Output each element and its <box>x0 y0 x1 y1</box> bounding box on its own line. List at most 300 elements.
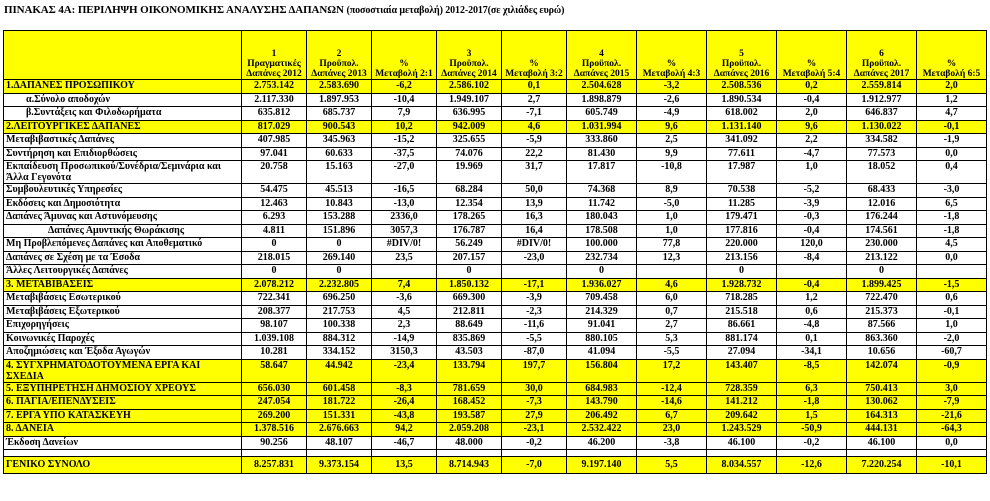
table-cell: 2,2 <box>777 134 847 148</box>
table-row <box>4 224 987 238</box>
table-cell: 5,3 <box>637 332 707 346</box>
table-cell: 0 <box>707 265 777 279</box>
table-cell: -7,1 <box>502 107 567 121</box>
table-cell: 193.587 <box>437 409 502 423</box>
spacer-cell <box>567 450 637 457</box>
table-cell: 100.338 <box>307 319 372 333</box>
header-cell: % Μεταβολή 6:5 <box>917 31 987 80</box>
table-row <box>4 305 987 319</box>
spacer-cell <box>242 450 307 457</box>
table-cell: 817.029 <box>242 120 307 134</box>
table-cell: 12.016 <box>847 197 917 211</box>
table-cell: 0,4 <box>917 161 987 184</box>
table-cell: 208.377 <box>242 305 307 319</box>
table-cell: 220.000 <box>707 238 777 252</box>
table-cell: 1,0 <box>637 211 707 225</box>
table-cell: 48.000 <box>437 436 502 450</box>
table-row <box>4 251 987 265</box>
spacer-cell <box>307 450 372 457</box>
table-row <box>4 346 987 360</box>
table-cell: 6,3 <box>777 382 847 396</box>
table-cell: 1,0 <box>637 224 707 238</box>
table-cell: 605.749 <box>567 107 637 121</box>
table-cell: 781.659 <box>437 382 502 396</box>
spacer-cell <box>637 450 707 457</box>
table-cell: 94,2 <box>372 423 437 437</box>
table-cell: 46.100 <box>707 436 777 450</box>
table-cell: 22,2 <box>502 147 567 161</box>
row-label: Μεταβιβάσεις Εξωτερικού <box>4 305 242 319</box>
table-cell: 325.655 <box>437 134 502 148</box>
table-cell: -10,4 <box>372 93 437 107</box>
header-cell: % Μεταβολή 3:2 <box>502 31 567 80</box>
table-cell: 2,5 <box>637 134 707 148</box>
table-cell: 1.890.534 <box>707 93 777 107</box>
table-cell: 635.812 <box>242 107 307 121</box>
table-cell: 2336,0 <box>372 211 437 225</box>
table-cell: 9,6 <box>777 120 847 134</box>
table-row <box>4 319 987 333</box>
table-cell: 168.452 <box>437 396 502 410</box>
header-cell: 4 Προϋπολ. Δαπάνες 2015 <box>567 31 637 80</box>
table-cell: -87,0 <box>502 346 567 360</box>
header-cell: 5 Προϋπολ. Δαπάνες 2016 <box>707 31 777 80</box>
table-cell: 58.647 <box>242 359 307 382</box>
header-cell: 1 Πραγματικές Δαπάνες 2012 <box>242 31 307 80</box>
table-cell: -8,4 <box>777 251 847 265</box>
table-cell: #DIV/0! <box>502 238 567 252</box>
spacer-row <box>4 450 987 457</box>
table-cell: -2,0 <box>917 332 987 346</box>
table-cell: 11.742 <box>567 197 637 211</box>
table-cell: 10.656 <box>847 346 917 360</box>
table-cell: 153.288 <box>307 211 372 225</box>
row-label: Μεταβιβαστικές Δαπάνες <box>4 134 242 148</box>
table-cell: -12,6 <box>777 457 847 474</box>
table-cell: -37,5 <box>372 147 437 161</box>
table-cell: 2.583.690 <box>307 80 372 94</box>
row-label: Επιχορηγήσεις <box>4 319 242 333</box>
table-row <box>4 120 987 134</box>
table-cell: 91.041 <box>567 319 637 333</box>
row-label: ΓΕΝΙΚΟ ΣΥΝΟΛΟ <box>4 457 242 474</box>
header-cell: 2 Προϋπολ. Δαπάνες 2013 <box>307 31 372 80</box>
table-cell: -4,8 <box>777 319 847 333</box>
table-cell: 48.107 <box>307 436 372 450</box>
table-cell: 345.963 <box>307 134 372 148</box>
table-cell: 156.804 <box>567 359 637 382</box>
table-row <box>4 161 987 184</box>
table-cell: 141.212 <box>707 396 777 410</box>
table-cell: 23,5 <box>372 251 437 265</box>
table-cell: -1,5 <box>917 278 987 292</box>
table-cell: 44.942 <box>307 359 372 382</box>
table-row <box>4 278 987 292</box>
table-cell: 1,5 <box>777 409 847 423</box>
table-cell: -23,1 <box>502 423 567 437</box>
table-row <box>4 238 987 252</box>
table-cell: 2.059.208 <box>437 423 502 437</box>
table-cell: -10,8 <box>637 161 707 184</box>
table-row <box>4 396 987 410</box>
header-cell-label <box>4 31 242 80</box>
table-cell: 74.076 <box>437 147 502 161</box>
table-cell: -4,7 <box>777 147 847 161</box>
row-label: 7. ΕΡΓΑ ΥΠΟ ΚΑΤΑΣΚΕΥΗ <box>4 409 242 423</box>
table-cell: 8.257.831 <box>242 457 307 474</box>
table-cell: 151.896 <box>307 224 372 238</box>
table-cell: 0,0 <box>917 147 987 161</box>
table-cell: 728.359 <box>707 382 777 396</box>
table-cell: 269.140 <box>307 251 372 265</box>
spacer-cell <box>847 450 917 457</box>
table-cell: 43.503 <box>437 346 502 360</box>
table-cell: 1.850.132 <box>437 278 502 292</box>
table-cell: 164.313 <box>847 409 917 423</box>
row-label: 5. ΕΞΥΠΗΡΕΤΗΣΗ ΔΗΜΟΣΙΟΥ ΧΡΕΟΥΣ <box>4 382 242 396</box>
table-cell: -1,9 <box>917 134 987 148</box>
table-cell: 684.983 <box>567 382 637 396</box>
table-row <box>4 332 987 346</box>
table-cell: -3,9 <box>777 197 847 211</box>
table-cell: -23,0 <box>502 251 567 265</box>
table-cell: 16,4 <box>502 224 567 238</box>
table-cell: 6.293 <box>242 211 307 225</box>
table-cell: 1.912.977 <box>847 93 917 107</box>
table-cell: 863.360 <box>847 332 917 346</box>
table-cell: -5,5 <box>502 332 567 346</box>
table-cell: 2,7 <box>637 319 707 333</box>
table-cell: -14,9 <box>372 332 437 346</box>
table-cell: 2.532.422 <box>567 423 637 437</box>
table-cell <box>637 265 707 279</box>
table-cell: 0,6 <box>917 292 987 306</box>
table-cell: -8,3 <box>372 382 437 396</box>
table-cell: 74.368 <box>567 184 637 198</box>
table-cell: -34,1 <box>777 346 847 360</box>
table-cell: -0,4 <box>777 224 847 238</box>
header-cell: % Μεταβολή 2:1 <box>372 31 437 80</box>
table-cell: 13,5 <box>372 457 437 474</box>
table-row <box>4 265 987 279</box>
table-cell: 334.582 <box>847 134 917 148</box>
table-row <box>4 197 987 211</box>
table-cell: 2,7 <box>502 93 567 107</box>
table-cell: 213.156 <box>707 251 777 265</box>
table-cell: 16,3 <box>502 211 567 225</box>
table-cell: 27,9 <box>502 409 567 423</box>
table-cell: -0,1 <box>917 120 987 134</box>
table-cell: -1,8 <box>777 396 847 410</box>
table-cell: 8.034.557 <box>707 457 777 474</box>
table-cell: 334.152 <box>307 346 372 360</box>
table-cell: -5,0 <box>637 197 707 211</box>
table-cell: 77.573 <box>847 147 917 161</box>
table-cell: 77,8 <box>637 238 707 252</box>
row-label: Συμβουλευτικές Υπηρεσίες <box>4 184 242 198</box>
table-cell: 618.002 <box>707 107 777 121</box>
table-cell: 17.987 <box>707 161 777 184</box>
table-cell: -3,8 <box>637 436 707 450</box>
table-cell: 232.734 <box>567 251 637 265</box>
table-cell: 3150,3 <box>372 346 437 360</box>
table-cell: 646.837 <box>847 107 917 121</box>
table-cell: 23,0 <box>637 423 707 437</box>
table-cell: 4,5 <box>372 305 437 319</box>
table-cell: 0 <box>242 238 307 252</box>
table-cell: 0 <box>242 265 307 279</box>
table-row <box>4 382 987 396</box>
table-cell: 98.107 <box>242 319 307 333</box>
table-row <box>4 436 987 450</box>
table-cell: -11,6 <box>502 319 567 333</box>
table-cell: 212.811 <box>437 305 502 319</box>
table-cell: -10,1 <box>917 457 987 474</box>
table-cell: 2.586.102 <box>437 80 502 94</box>
table-cell: 87.566 <box>847 319 917 333</box>
table-cell: -15,2 <box>372 134 437 148</box>
table-cell: 0,7 <box>637 305 707 319</box>
table-cell: 1,2 <box>777 292 847 306</box>
table-cell: -3,2 <box>637 80 707 94</box>
table-cell: 2.078.212 <box>242 278 307 292</box>
table-cell <box>502 265 567 279</box>
table-row <box>4 93 987 107</box>
table-cell: 656.030 <box>242 382 307 396</box>
table-cell: 1.130.022 <box>847 120 917 134</box>
table-cell: 176.244 <box>847 211 917 225</box>
table-row <box>4 359 987 382</box>
table-cell: -7,3 <box>502 396 567 410</box>
table-cell: 1.039.108 <box>242 332 307 346</box>
table-cell: 77.611 <box>707 147 777 161</box>
table-row <box>4 409 987 423</box>
header-cell: 3 Προϋπολ. Δαπάνες 2014 <box>437 31 502 80</box>
table-cell: 12.354 <box>437 197 502 211</box>
table-row <box>4 134 987 148</box>
row-label: 8. ΔΑΝΕΙΑ <box>4 423 242 437</box>
row-label: 1.ΔΑΠΑΝΕΣ ΠΡΟΣΩΠΙΚΟΥ <box>4 80 242 94</box>
table-cell: 9,6 <box>637 120 707 134</box>
table-cell: -1,8 <box>917 211 987 225</box>
table-cell: 4,7 <box>917 107 987 121</box>
table-cell: 50,0 <box>502 184 567 198</box>
table-cell: 181.722 <box>307 396 372 410</box>
table-cell: 178.265 <box>437 211 502 225</box>
table-cell: 835.869 <box>437 332 502 346</box>
table-cell: -5,2 <box>777 184 847 198</box>
table-cell: 881.174 <box>707 332 777 346</box>
table-cell: 880.105 <box>567 332 637 346</box>
table-cell: 1.949.107 <box>437 93 502 107</box>
table-cell <box>372 265 437 279</box>
table-cell: 19.969 <box>437 161 502 184</box>
table-cell: 1.031.994 <box>567 120 637 134</box>
table-cell: 2.117.330 <box>242 93 307 107</box>
table-cell: -4,9 <box>637 107 707 121</box>
table-cell: 2.232.805 <box>307 278 372 292</box>
table-cell: 2.508.536 <box>707 80 777 94</box>
table-cell: 884.312 <box>307 332 372 346</box>
row-label: Άλλες Λειτουργικές Δαπάνες <box>4 265 242 279</box>
table-cell: 685.737 <box>307 107 372 121</box>
table-cell: 7,4 <box>372 278 437 292</box>
table-cell: 3057,3 <box>372 224 437 238</box>
header-row <box>4 31 987 80</box>
table-cell: 81.430 <box>567 147 637 161</box>
table-cell: 214.329 <box>567 305 637 319</box>
table-cell: -12,4 <box>637 382 707 396</box>
table-cell: 0 <box>847 265 917 279</box>
table-cell: 341.092 <box>707 134 777 148</box>
table-cell: 1.897.953 <box>307 93 372 107</box>
table-cell: -1,8 <box>917 224 987 238</box>
table-cell: 176.787 <box>437 224 502 238</box>
table-cell: 2.676.663 <box>307 423 372 437</box>
table-cell: -3,6 <box>372 292 437 306</box>
table-row <box>4 184 987 198</box>
header-cell: % Μεταβολή 5:4 <box>777 31 847 80</box>
table-cell: 13,9 <box>502 197 567 211</box>
table-cell: 1.131.140 <box>707 120 777 134</box>
table-cell: -3,0 <box>917 184 987 198</box>
table-cell: 120,0 <box>777 238 847 252</box>
table-cell <box>777 265 847 279</box>
table-cell: 9.197.140 <box>567 457 637 474</box>
table-cell: 11.285 <box>707 197 777 211</box>
table-cell: 0,1 <box>502 80 567 94</box>
spacer-cell <box>502 450 567 457</box>
row-label: Μεταβιβάσεις Εσωτερικού <box>4 292 242 306</box>
table-cell: 0 <box>437 265 502 279</box>
table-cell: -0,2 <box>777 436 847 450</box>
table-cell: 8,9 <box>637 184 707 198</box>
table-cell: 130.062 <box>847 396 917 410</box>
table-cell: 54.475 <box>242 184 307 198</box>
table-row <box>4 80 987 94</box>
table-cell: 46.200 <box>567 436 637 450</box>
table-title-main: ΠΙΝΑΚΑΣ 4Α: ΠΕΡΙΛΗΨΗ ΟΙΚΟΝΟΜΙΚΗΣ ΑΝΑΛΥΣΗΣ ΔΑΠΑΝΩΝ <box>4 4 344 16</box>
table-cell: 2.559.814 <box>847 80 917 94</box>
table-cell: 143.407 <box>707 359 777 382</box>
table-cell: 88.649 <box>437 319 502 333</box>
table-cell: 2,0 <box>917 80 987 94</box>
table-cell: 197,7 <box>502 359 567 382</box>
spacer-cell <box>437 450 502 457</box>
table-cell: 142.074 <box>847 359 917 382</box>
table-cell: 8.714.943 <box>437 457 502 474</box>
table-cell: 60.633 <box>307 147 372 161</box>
table-cell: 4,5 <box>917 238 987 252</box>
table-cell: 20.758 <box>242 161 307 184</box>
table-cell: 601.458 <box>307 382 372 396</box>
table-cell: 1.928.732 <box>707 278 777 292</box>
table-cell: 2.504.628 <box>567 80 637 94</box>
table-cell: 90.256 <box>242 436 307 450</box>
table-cell: 2,0 <box>777 107 847 121</box>
table-cell: -6,2 <box>372 80 437 94</box>
row-label: Αποζημιώσεις και Έξοδα Αγωγών <box>4 346 242 360</box>
table-title-subtitle: (ποσοστιαία μεταβολή) 2012-2017(σε χιλιάδες ευρώ) <box>346 5 565 16</box>
table-cell: 46.100 <box>847 436 917 450</box>
table-cell: 230.000 <box>847 238 917 252</box>
table-cell: 12.463 <box>242 197 307 211</box>
table-cell: 9.373.154 <box>307 457 372 474</box>
table-cell: 12,3 <box>637 251 707 265</box>
table-cell: 0,1 <box>777 332 847 346</box>
table-cell: -26,4 <box>372 396 437 410</box>
header-cell: 6 Προϋπολ. Δαπάνες 2017 <box>847 31 917 80</box>
table-cell: 31,7 <box>502 161 567 184</box>
table-cell: -0,4 <box>777 93 847 107</box>
table-cell: -17,1 <box>502 278 567 292</box>
table-cell: 1.936.027 <box>567 278 637 292</box>
table-cell: -23,4 <box>372 359 437 382</box>
table-cell: 6,5 <box>917 197 987 211</box>
table-cell: 68.433 <box>847 184 917 198</box>
spacer-cell <box>917 450 987 457</box>
table-cell: 207.157 <box>437 251 502 265</box>
table-cell: 1.243.529 <box>707 423 777 437</box>
table-cell: 722.341 <box>242 292 307 306</box>
table-cell: 444.131 <box>847 423 917 437</box>
table-cell: -0,4 <box>777 278 847 292</box>
table-cell: 407.985 <box>242 134 307 148</box>
table-cell: 0,0 <box>917 436 987 450</box>
spacer-cell <box>707 450 777 457</box>
table-cell: 247.054 <box>242 396 307 410</box>
table-cell: 0,6 <box>777 305 847 319</box>
table-cell: 86.661 <box>707 319 777 333</box>
table-cell: 5,5 <box>637 457 707 474</box>
table-cell: 1.378.516 <box>242 423 307 437</box>
table-cell: 1.899.425 <box>847 278 917 292</box>
table-cell: 0,0 <box>917 251 987 265</box>
table-row <box>4 147 987 161</box>
table-row <box>4 107 987 121</box>
table-cell: 56.249 <box>437 238 502 252</box>
table-cell: -43,8 <box>372 409 437 423</box>
table-cell: 100.000 <box>567 238 637 252</box>
table-cell: 900.543 <box>307 120 372 134</box>
table-cell: -46,7 <box>372 436 437 450</box>
table-cell: 215.518 <box>707 305 777 319</box>
row-label: Δαπάνες Αμυντικής Θωράκισης <box>4 224 242 238</box>
table-title <box>4 4 564 16</box>
table-cell: 1.898.879 <box>567 93 637 107</box>
table-cell: 15.163 <box>307 161 372 184</box>
table-cell: -5,9 <box>502 134 567 148</box>
table-cell: 180.043 <box>567 211 637 225</box>
row-label: 2.ΛΕΙΤΟΥΡΓΙΚΕΣ ΔΑΠΑΝΕΣ <box>4 120 242 134</box>
table-cell: 151.331 <box>307 409 372 423</box>
row-label: Δαπάνες σε Σχέση με τα Έσοδα <box>4 251 242 265</box>
row-label: Κοινωνικές Παροχές <box>4 332 242 346</box>
table-cell: 209.642 <box>707 409 777 423</box>
table-cell: 709.458 <box>567 292 637 306</box>
table-cell: 2,3 <box>372 319 437 333</box>
row-label: Δαπάνες Άμυνας και Αστυνόμευσης <box>4 211 242 225</box>
table-cell: 18.052 <box>847 161 917 184</box>
table-cell: 10,2 <box>372 120 437 134</box>
table-cell: 41.094 <box>567 346 637 360</box>
table-cell: -0,1 <box>917 305 987 319</box>
table-cell: 722.470 <box>847 292 917 306</box>
table-cell: 2.753.142 <box>242 80 307 94</box>
table-cell: -0,9 <box>917 359 987 382</box>
table-cell: 45.513 <box>307 184 372 198</box>
row-label: α.Σύνολο αποδοχών <box>4 93 242 107</box>
